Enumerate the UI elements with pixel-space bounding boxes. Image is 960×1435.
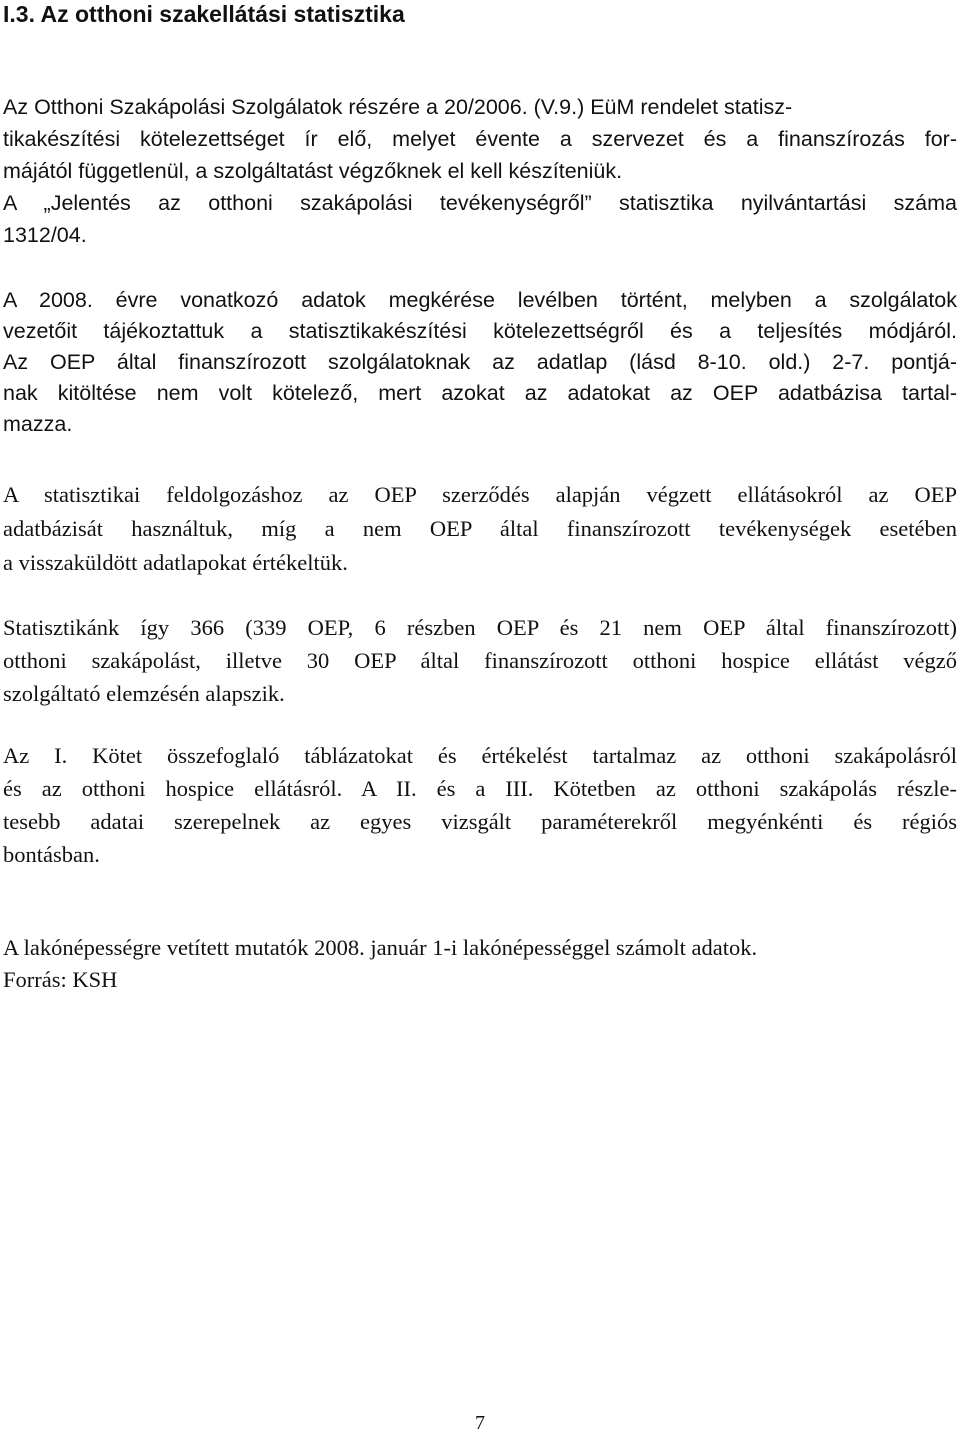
page-number: 7 xyxy=(475,1412,485,1434)
text-line: mazza. xyxy=(3,412,73,436)
text-line: vezetőit tájékoztattuk a statisztikakészítési kötelezettségről és a teljesítés módjáról. xyxy=(3,319,957,343)
text-line: tikakészítési kötelezettséget ír elő, melyet évente a szervezet és a finanszírozás for- xyxy=(3,127,957,151)
text-line: otthoni szakápolást, illetve 30 OEP által finanszírozott otthoni hospice ellátást végző xyxy=(3,648,957,673)
text-line: Az OEP által finanszírozott szolgálatoknak az adatlap (lásd 8-10. old.) 2-7. pontjá- xyxy=(3,350,957,374)
text-line: bontásban. xyxy=(3,842,100,867)
text-line: A lakónépességre vetített mutatók 2008. január 1-i lakónépességgel számolt adatok. xyxy=(3,935,758,960)
text-line: adatbázisát használtuk, míg a nem OEP által finanszírozott tevékenységek esetében xyxy=(3,516,957,541)
text-line: A statisztikai feldolgozáshoz az OEP szerződés alapján végzett ellátásokról az OEP xyxy=(3,482,957,507)
text-line: májától függetlenül, a szolgáltatást végzőknek el kell készíteniük. xyxy=(3,159,623,183)
text-line: A „Jelentés az otthoni szakápolási tevékenységről” statisztika nyilvántartási száma xyxy=(3,191,957,215)
section-title: I.3. Az otthoni szakellátási statisztika xyxy=(3,1,405,27)
text-line: nak kitöltése nem volt kötelező, mert azokat az adatokat az OEP adatbázisa tartal- xyxy=(3,381,957,405)
source-line: Forrás: KSH xyxy=(3,967,118,992)
text-line: 1312/04. xyxy=(3,223,87,247)
text-line: Az Otthoni Szakápolási Szolgálatok részére a 20/2006. (V.9.) EüM rendelet statisz- xyxy=(3,95,793,119)
text-line: A 2008. évre vonatkozó adatok megkérése levélben történt, melyben a szolgálatok xyxy=(3,288,957,312)
text-line: és az otthoni hospice ellátásról. A II. és a III. Kötetben az otthoni szakápolás részle- xyxy=(3,776,957,801)
text-line: Statisztikánk így 366 (339 OEP, 6 részben OEP és 21 nem OEP által finanszírozott) xyxy=(3,615,957,640)
text-line: tesebb adatai szerepelnek az egyes vizsgált paraméterekről megyénkénti és régiós xyxy=(3,809,957,834)
text-line: a visszaküldött adatlapokat értékeltük. xyxy=(3,550,348,575)
text-line: Az I. Kötet összefoglaló táblázatokat és értékelést tartalmaz az otthoni szakápolásról xyxy=(3,743,957,768)
text-line: szolgáltató elemzésén alapszik. xyxy=(3,681,285,706)
